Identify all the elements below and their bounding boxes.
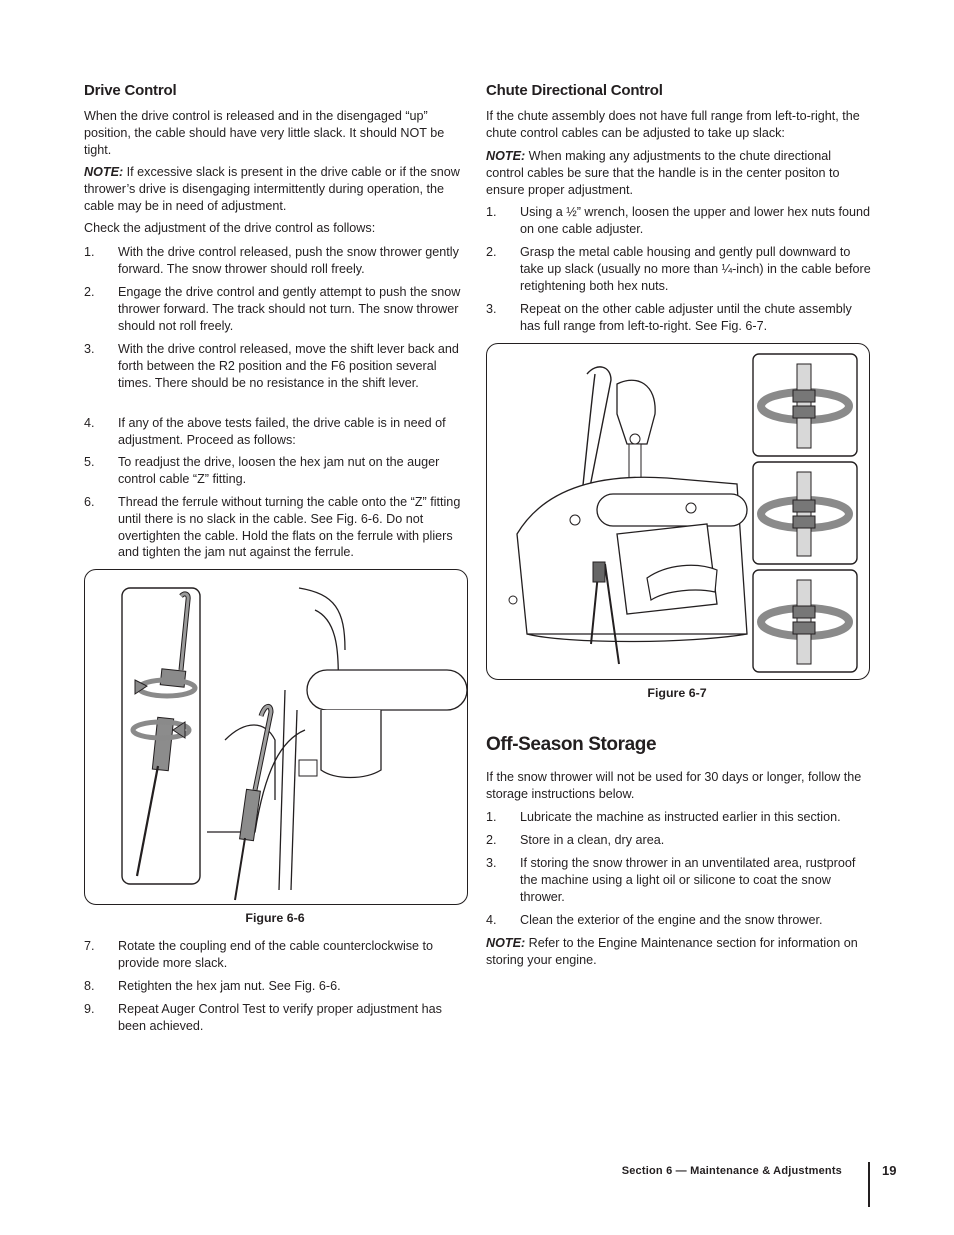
list-item-text: If storing the snow thrower in an unventilated area, rustproof the machine using a light oil or silicone to coat the snow thrower. [520, 856, 856, 904]
list-item-text: Repeat on the other cable adjuster until the chute assembly has full range from left-to-right. See Fig. 6-7. [520, 302, 852, 333]
note-text: If excessive slack is present in the drive cable or if the snow thrower’s drive is disengaging intermittently during operation, the cable may be in need of adjustment. [84, 165, 460, 213]
drive-cable-illustration [85, 570, 467, 904]
list-item-text: Lubricate the machine as instructed earlier in this section. [520, 810, 841, 824]
drive-control-check-text: Check the adjustment of the drive control as follows: [84, 221, 376, 235]
list-item-text: Thread the ferrule without turning the cable onto the “Z” fitting until there is no slack in the cable. See Fig. 6-6. Do not overtighten the cable. Hold the flats on the ferrule with pliers and tighten the jam nut against the ferrule. [118, 495, 461, 560]
note-label: NOTE: [486, 149, 526, 163]
list-item-number: 1. [486, 205, 497, 219]
list-item-text: Retighten the hex jam nut. See Fig. 6-6. [118, 979, 341, 993]
note-text: Refer to the Engine Maintenance section for information on storing your engine. [486, 936, 858, 967]
list-item-text: With the drive control released, move the shift lever back and forth between the R2 position and the F6 position several times. There should be no resistance in the shift lever. [118, 342, 459, 390]
note-label: NOTE: [84, 165, 124, 179]
off-season-heading: Off-Season Storage [486, 734, 657, 755]
figure-6-7-caption: Figure 6-7 [647, 686, 707, 700]
list-item-number: 3. [486, 302, 497, 316]
list-item-text: Repeat Auger Control Test to verify proper adjustment has been achieved. [118, 1002, 442, 1033]
list-item-number: 9. [84, 1002, 95, 1016]
list-item-number: 4. [84, 416, 95, 430]
list-item-text: Using a ½” wrench, loosen the upper and lower hex nuts found on one cable adjuster. [520, 205, 871, 236]
list-item-number: 4. [486, 913, 497, 927]
list-item-text: To readjust the drive, loosen the hex jam nut on the auger control cable “Z” fitting. [118, 455, 440, 486]
inset-3 [753, 570, 857, 672]
list-item-text: Engage the drive control and gently attempt to push the snow thrower forward. The track should not turn. The snow thrower should not roll freely. [118, 285, 461, 333]
list-item-number: 1. [486, 810, 497, 824]
chute-control-intro: If the chute assembly does not have full range from left-to-right, the chute control cables can be adjusted to take up slack: [486, 109, 860, 140]
off-season-intro: If the snow thrower will not be used for 30 days or longer, follow the storage instructions below. [486, 770, 862, 801]
drive-control-intro: When the drive control is released and in the disengaged “up” position, the cable should have very little slack. It should NOT be tight. [84, 109, 445, 157]
footer-section-title: Section 6 — Maintenance & Adjustments [621, 1165, 842, 1177]
page-number: 19 [882, 1163, 897, 1178]
figure-6-6 [84, 569, 468, 905]
figure-6-7 [486, 343, 870, 680]
list-item-number: 1. [84, 245, 95, 259]
figure-6-6-caption: Figure 6-6 [245, 911, 305, 925]
list-item-number: 3. [84, 342, 95, 356]
list-item-text: Grasp the metal cable housing and gently pull downward to take up slack (usually no more than ¼-inch) in the cable before retightening both hex nuts. [520, 245, 871, 293]
note-label: NOTE: [486, 936, 526, 950]
list-item-number: 3. [486, 856, 497, 870]
inset-2 [753, 462, 857, 564]
list-item-number: 2. [486, 245, 497, 259]
note-text: When making any adjustments to the chute directional control cables be sure that the handle is in the center positon to ensure proper adjustment. [486, 149, 840, 197]
inset-1 [753, 354, 857, 456]
list-item-number: 8. [84, 979, 95, 993]
list-item-number: 5. [84, 455, 95, 469]
footer-divider [868, 1162, 870, 1207]
drive-control-note [84, 164, 470, 214]
list-item-number: 7. [84, 939, 95, 953]
list-item-text: If any of the above tests failed, the drive cable is in need of adjustment. Proceed as follows: [118, 416, 446, 447]
drive-control-heading: Drive Control [84, 82, 177, 99]
chute-cable-illustration [487, 344, 869, 679]
chute-control-note [486, 148, 872, 198]
list-item-number: 2. [486, 833, 497, 847]
off-season-note [486, 935, 872, 969]
list-item-number: 2. [84, 285, 95, 299]
list-item-text: With the drive control released, push the snow thrower gently forward. The snow thrower should roll freely. [118, 245, 459, 276]
list-item-number: 6. [84, 495, 95, 509]
chute-control-heading: Chute Directional Control [486, 82, 663, 99]
list-item-text: Rotate the coupling end of the cable counterclockwise to provide more slack. [118, 939, 434, 970]
list-item-text: Clean the exterior of the engine and the snow thrower. [520, 913, 823, 927]
list-item-text: Store in a clean, dry area. [520, 833, 665, 847]
